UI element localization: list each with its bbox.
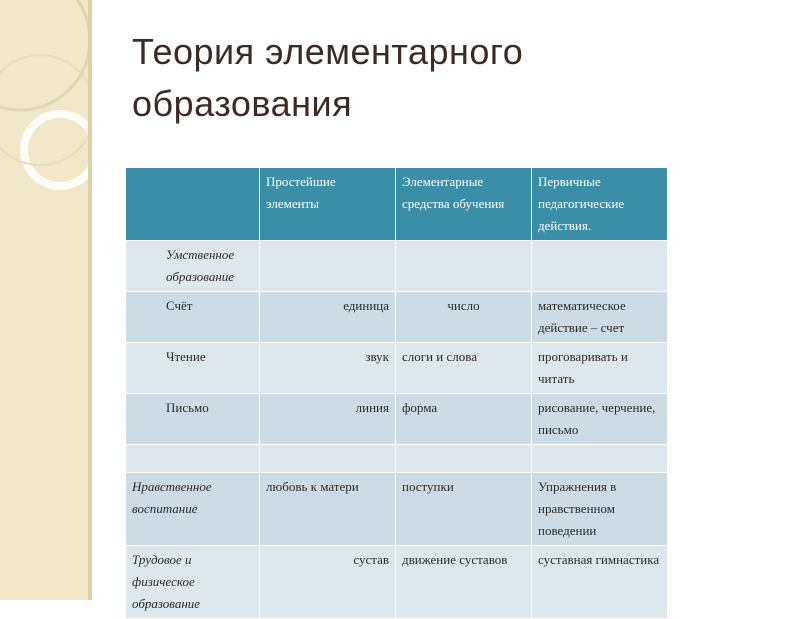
table-cell: поступки xyxy=(396,473,532,546)
table-cell: суставная гимнастика xyxy=(532,546,668,619)
table-cell: число xyxy=(396,292,532,343)
table-cell xyxy=(532,445,668,473)
table-cell: Нравственное воспитание xyxy=(126,473,260,546)
table-cell: линия xyxy=(260,394,396,445)
table-row xyxy=(126,343,668,394)
slide-title xyxy=(132,26,772,130)
table-row xyxy=(126,292,668,343)
table-row xyxy=(126,473,668,546)
table-row xyxy=(126,394,668,445)
table-cell: любовь к матери xyxy=(260,473,396,546)
table-cell: Письмо xyxy=(126,394,260,445)
education-table xyxy=(125,167,668,619)
table-header-row xyxy=(126,168,668,241)
table-cell xyxy=(396,241,532,292)
header-cell: Простейшие элементы xyxy=(260,168,396,241)
header-cell xyxy=(126,168,260,241)
table-cell: математическое действие – счет xyxy=(532,292,668,343)
slide-title-line2: образования xyxy=(132,83,353,124)
table-cell: проговаривать и читать xyxy=(532,343,668,394)
table-cell: Упражнения в нравственном поведении xyxy=(532,473,668,546)
table-cell xyxy=(126,445,260,473)
table-cell xyxy=(396,445,532,473)
table-cell: Счёт xyxy=(126,292,260,343)
table-cell: сустав xyxy=(260,546,396,619)
table-row xyxy=(126,241,668,292)
header-cell: Первичные педагогические действия. xyxy=(532,168,668,241)
table-cell: единица xyxy=(260,292,396,343)
table-cell xyxy=(260,241,396,292)
table-row xyxy=(126,445,668,473)
decorative-circles xyxy=(0,0,88,600)
table-cell xyxy=(260,445,396,473)
table-cell: Умственное образование xyxy=(126,241,260,292)
table-row xyxy=(126,546,668,619)
table-cell: Чтение xyxy=(126,343,260,394)
table-cell xyxy=(532,241,668,292)
table-cell: рисование, черчение, письмо xyxy=(532,394,668,445)
table-cell: слоги и слова xyxy=(396,343,532,394)
decorative-side-band xyxy=(0,0,88,600)
table-cell: движение суставов xyxy=(396,546,532,619)
table-cell: форма xyxy=(396,394,532,445)
band-divider xyxy=(88,0,92,600)
header-cell: Элементарные средства обучения xyxy=(396,168,532,241)
slide-title-line1: Теория элементарного xyxy=(132,31,524,72)
table-cell: звук xyxy=(260,343,396,394)
table-cell: Трудовое и физическое образование xyxy=(126,546,260,619)
